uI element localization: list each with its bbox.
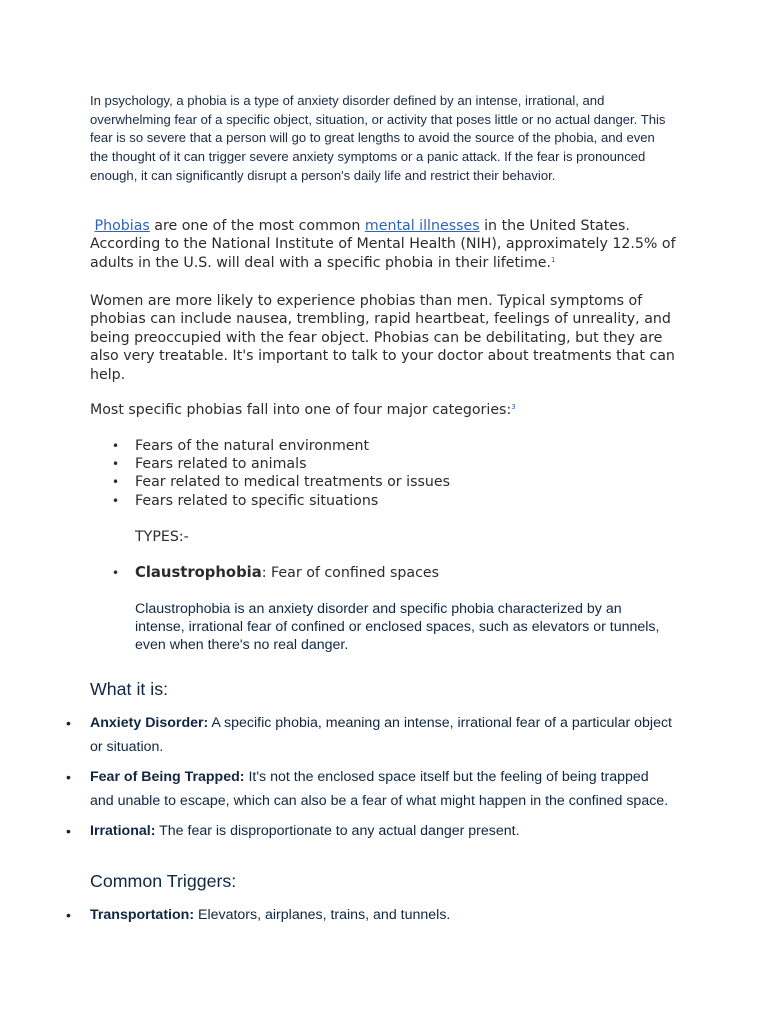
- list-item: [66, 712, 676, 759]
- claustrophobia-short: : Fear of confined spaces: [261, 565, 440, 581]
- list-item: [66, 766, 676, 813]
- list-item: • Fears related to animals: [90, 455, 650, 473]
- list-item: [90, 564, 650, 582]
- item-term: Irrational:: [90, 823, 156, 840]
- phobia-categories-list: [90, 437, 650, 510]
- what-it-is-heading: What it is:: [90, 679, 169, 699]
- item-text: Elevators, airplanes, trains, and tunnels.: [194, 907, 451, 923]
- list-item: • Fears of the natural environment: [90, 437, 650, 455]
- list-item: • Fear related to medical treatments or issues: [90, 473, 650, 491]
- list-item: [66, 820, 676, 844]
- item-term: Transportation:: [90, 907, 195, 923]
- list-item: [66, 904, 676, 928]
- categories-intro: [90, 401, 680, 419]
- common-triggers-list: [66, 904, 676, 928]
- citation-ref-1[interactable]: 1: [551, 255, 556, 264]
- intro-paragraph: In psychology, a phobia is a type of anxiety disorder defined by an intense, irrational, and overwhelming fear of a specific object, situation, or activity that poses little or no actual danger. This fear is so severe that a person will go to great lengths to avoid the source of the phobia, and even the thought of it can trigger severe anxiety symptoms or a panic attack. If the fear is pronounced enough, it can significantly disrupt a person's daily life and restrict their behavior.: [90, 93, 666, 183]
- item-term: Fear of Being Trapped:: [90, 769, 245, 786]
- item-text: The fear is disproportionate to any actual danger present.: [155, 823, 520, 840]
- types-label: TYPES:-: [135, 529, 189, 545]
- claustrophobia-description: Claustrophobia is an anxiety disorder and specific phobia characterized by an intense, irrational fear of confined or enclosed spaces, such as elevators or tunnels, even when there's no real danger.: [135, 601, 660, 653]
- what-it-is-list: [66, 712, 676, 851]
- phobias-link[interactable]: Phobias: [94, 218, 150, 234]
- prevalence-text-a: are one of the most common: [149, 218, 365, 234]
- prevalence-text-b: in the United States. According to the National Institute of Mental Health (NIH), approximately 12.5% of adults in the U.S. will deal with a specific phobia in their lifetime.: [90, 218, 676, 271]
- item-text: A specific phobia, meaning an intense, irrational fear of a particular object or situation.: [90, 715, 672, 755]
- item-term: Anxiety Disorder:: [90, 715, 209, 731]
- citation-ref-3[interactable]: 3: [511, 403, 516, 411]
- item-text: It's not the enclosed space itself but the feeling of being trapped and unable to escape, which can also be a fear of what might happen in the confined space.: [90, 769, 669, 809]
- list-item: • Fears related to specific situations: [90, 492, 650, 510]
- claustrophobia-term: Claustrophobia: [135, 564, 262, 581]
- symptoms-paragraph: Women are more likely to experience phobias than men. Typical symptoms of phobias can include nausea, trembling, rapid heartbeat, feelings of unreality, and being preoccupied with the fear object. Phobias can be debilitating, but they are also very treatable. It's important to talk to your doctor about treatments that can help.: [90, 293, 675, 383]
- common-triggers-heading: Common Triggers:: [90, 871, 237, 891]
- mental-illnesses-link[interactable]: mental illnesses: [364, 218, 480, 234]
- types-list: [90, 564, 650, 582]
- phobia-prevalence-paragraph: [90, 217, 680, 272]
- categories-intro-text: Most specific phobias fall into one of four major categories:: [90, 402, 512, 418]
